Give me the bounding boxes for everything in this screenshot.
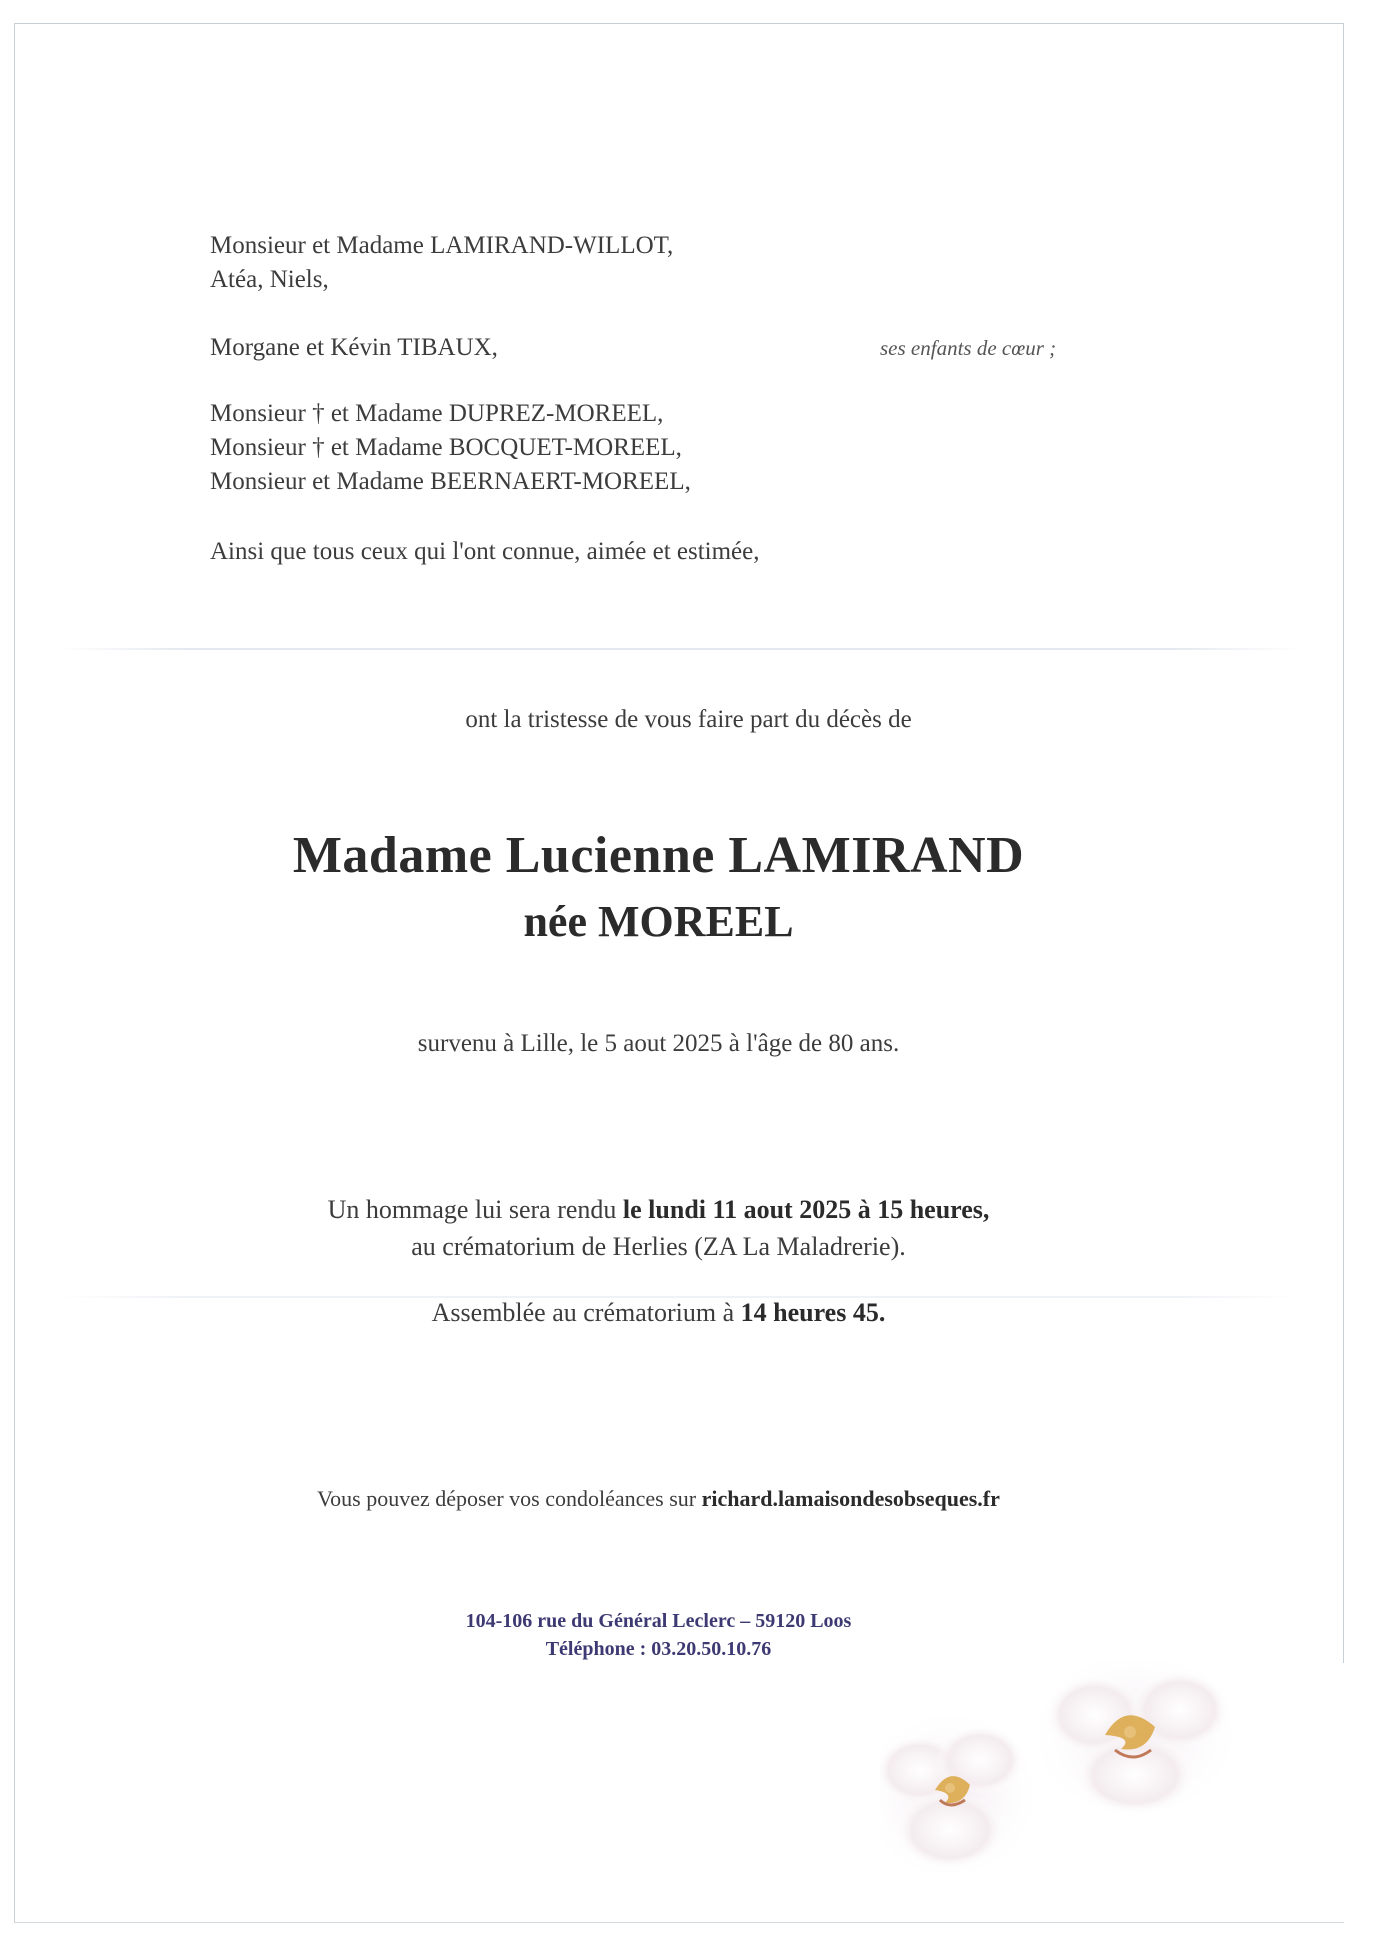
orchid-left-icon	[880, 1705, 1045, 1885]
death-details: survenu à Lille, le 5 aout 2025 à l'âge de 80 ans.	[417, 1030, 900, 1057]
orchid-right-icon	[1025, 1660, 1245, 1825]
family-line-7: Ainsi que tous ceux qui l'ont connue, aimée et estimée,	[210, 538, 760, 565]
deceased-name: Madame Lucienne LAMIRAND	[292, 827, 1025, 884]
fold-line	[60, 648, 1300, 650]
family-line-1: Monsieur et Madame LAMIRAND-WILLOT,	[210, 232, 674, 259]
ceremony-line-1	[0, 1195, 1347, 1225]
deceased-maiden-name: née MOREEL	[523, 897, 794, 946]
announcement-text: ont la tristesse de vous faire part du décès de	[465, 706, 912, 733]
page-border-top	[14, 23, 1344, 24]
orchid-flowers-icon	[880, 1660, 1320, 1920]
assembly-intro: Assemblée au crématorium à	[431, 1298, 741, 1327]
family-note: ses enfants de cœur ;	[880, 336, 1057, 360]
funeral-home-phone: Téléphone : 03.20.50.10.76	[545, 1638, 772, 1660]
family-line-3: Morgane et Kévin TIBAUX,	[210, 334, 498, 361]
funeral-home-address: 104-106 rue du Général Leclerc – 59120 Loos	[465, 1610, 852, 1632]
family-line-2: Atéa, Niels,	[210, 266, 329, 293]
condolences-line	[0, 1486, 1347, 1512]
family-line-6: Monsieur et Madame BEERNAERT-MOREEL,	[210, 468, 691, 495]
condolences-site-link[interactable]: richard.lamaisondesobseques.fr	[701, 1486, 1000, 1511]
family-line-5: Monsieur † et Madame BOCQUET-MOREEL,	[210, 434, 682, 461]
assembly-line	[0, 1298, 1347, 1328]
ceremony-date: le lundi 11 aout 2025 à 15 heures,	[622, 1195, 990, 1224]
ceremony-intro: Un hommage lui sera rendu	[327, 1195, 623, 1224]
ceremony-place: au crématorium de Herlies (ZA La Maladrerie).	[411, 1232, 906, 1261]
page-border-bottom	[14, 1922, 1344, 1923]
family-line-4: Monsieur † et Madame DUPREZ-MOREEL,	[210, 400, 664, 427]
assembly-time: 14 heures 45.	[740, 1298, 886, 1327]
condolences-intro: Vous pouvez déposer vos condoléances sur	[317, 1486, 702, 1511]
